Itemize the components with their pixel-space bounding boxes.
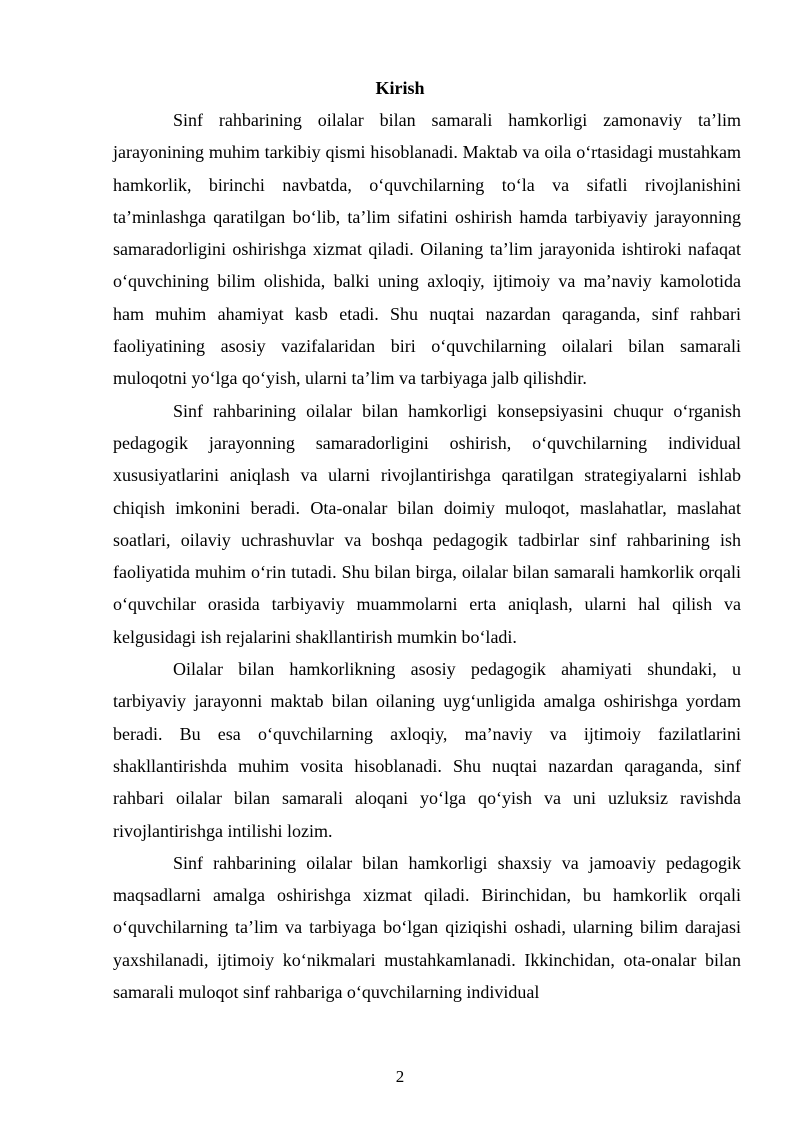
section-heading: Kirish <box>375 78 425 98</box>
paragraph-3: Oilalar bilan hamkorlikning asosiy pedagogik ahamiyati shundaki, u tarbiyaviy jarayonni maktab bilan oilaning uyg‘unligida amalga oshirishga yordam beradi. Bu esa o‘quvchilarning axloqiy, ma’naviy va ijtimoiy fazilatlarini shakllantirishda muhim vosita hisoblanadi. Shu nuqtai nazardan qaraganda, sinf rahbari oilalar bilan samarali aloqani yo‘lga qo‘yish va uni uzluksiz ravishda rivojlantirishga intilishi lozim. <box>113 659 741 841</box>
page-number: 2 <box>395 1067 405 1086</box>
paragraph-1: Sinf rahbarining oilalar bilan samarali hamkorligi zamonaviy ta’lim jarayonining muhim tarkibiy qismi hisoblanadi. Maktab va oila o‘rtasidagi mustahkam hamkorlik, birinchi navbatda, o‘quvchilarning to‘la va sifatli rivojlanishini ta’minlashga qaratilgan bo‘lib, ta’lim sifatini oshirish hamda tarbiyaviy jarayonning samaradorligini oshirishga xizmat qiladi. Oilaning ta’lim jarayonida ishtiroki nafaqat o‘quvchining bilim olishida, balki uning axloqiy, ijtimoiy va ma’naviy kamolotida ham muhim ahamiyat kasb etadi. Shu nuqtai nazardan qaraganda, sinf rahbari faoliyatining asosiy vazifalaridan biri o‘quvchilarning oilalari bilan samarali muloqotni yo‘lga qo‘yish, ularni ta’lim va tarbiyaga jalb qilishdir. <box>113 110 741 389</box>
paragraph-4: Sinf rahbarining oilalar bilan hamkorligi shaxsiy va jamoaviy pedagogik maqsadlarni amalga oshirishga xizmat qiladi. Birinchidan, bu hamkorlik orqali o‘quvchilarning ta’lim va tarbiyaga bo‘lgan qiziqishi oshadi, ularning bilim darajasi yaxshilanadi, ijtimoiy ko‘nikmalari mustahkamlanadi. Ikkinchidan, ota-onalar bilan samarali muloqot sinf rahbariga o‘quvchilarning individual <box>113 852 741 1003</box>
body-text <box>113 104 741 1008</box>
paragraph-2: Sinf rahbarining oilalar bilan hamkorligi konsepsiyasini chuqur o‘rganish pedagogik jarayonning samaradorligini oshirish, o‘quvchilarning individual xususiyatlarini aniqlash va ularni rivojlantirishga qaratilgan strategiyalarni ishlab chiqish imkonini beradi. Ota-onalar bilan doimiy muloqot, maslahatlar, maslahat soatlari, oilaviy uchrashuvlar va boshqa pedagogik tadbirlar sinf rahbarining ish faoliyatida muhim o‘rin tutadi. Shu bilan birga, oilalar bilan samarali hamkorlik orqali o‘quvchilar orasida tarbiyaviy muammolarni erta aniqlash, ularni hal qilish va kelgusidagi ish rejalarini shakllantirish mumkin bo‘ladi. <box>113 400 741 647</box>
